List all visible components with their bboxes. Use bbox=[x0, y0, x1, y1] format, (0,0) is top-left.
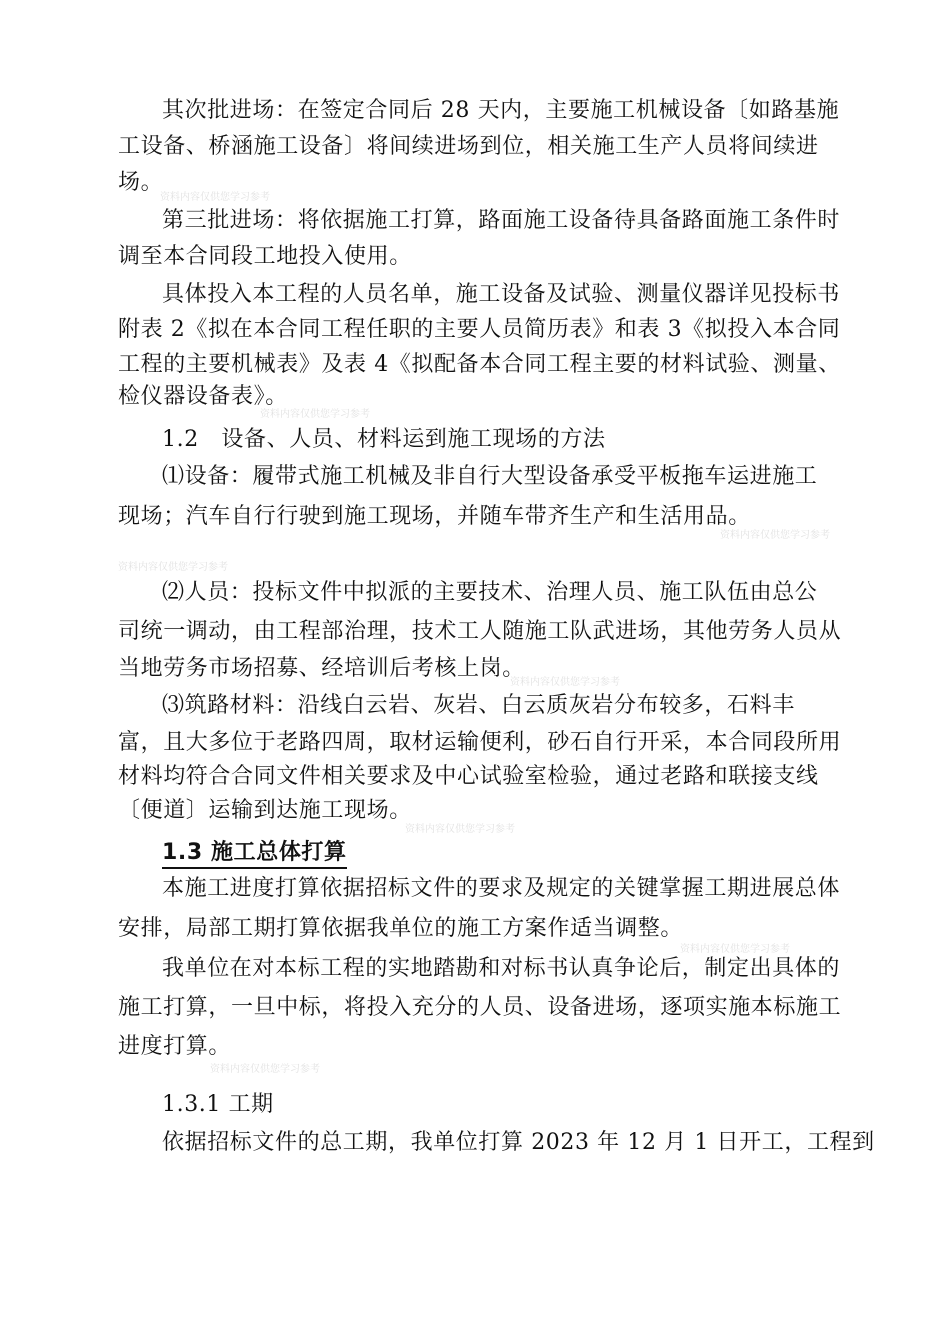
watermark: 资料内容仅供您学习参考 bbox=[118, 562, 228, 573]
paragraph-line: 第三批进场：将依据施工打算，路面施工设备待具备路面施工条件时 bbox=[162, 208, 841, 233]
paragraph-line: 具体投入本工程的人员名单，施工设备及试验、测量仪器详见投标书 bbox=[162, 282, 841, 307]
paragraph-line: ⑶筑路材料：沿线白云岩、灰岩、白云质灰岩分布较多，石料丰 bbox=[162, 693, 795, 718]
paragraph-line: 〔便道〕运输到达施工现场。 bbox=[118, 798, 412, 823]
paragraph-line: 工程的主要机械表》及表 4《拟配备本合同工程主要的材料试验、测量、 bbox=[118, 352, 841, 377]
watermark: 资料内容仅供您学习参考 bbox=[680, 944, 790, 955]
section-heading-1-3 bbox=[162, 838, 347, 868]
paragraph-line: 进度打算。 bbox=[118, 1034, 232, 1059]
paragraph-line: 施工打算，一旦中标，将投入充分的人员、设备进场，逐项实施本标施工 bbox=[118, 995, 842, 1020]
section-heading-1-3-1: 1.3.1 工期 bbox=[162, 1092, 274, 1117]
paragraph-line: ⑵人员：投标文件中拟派的主要技术、治理人员、施工队伍由总公 bbox=[162, 580, 818, 605]
section-heading-1-2: 1.2 设备、人员、材料运到施工现场的方法 bbox=[162, 427, 606, 452]
watermark: 资料内容仅供您学习参考 bbox=[210, 1064, 320, 1075]
paragraph-line: 检仪器设备表》。 bbox=[118, 384, 288, 409]
paragraph-line: 材料均符合合同文件相关要求及中心试验室检验，通过老路和联接支线 bbox=[118, 764, 819, 789]
watermark: 资料内容仅供您学习参考 bbox=[720, 530, 830, 541]
section-heading-text: 1.3 施工总体打算 bbox=[162, 840, 347, 869]
paragraph-line: 依据招标文件的总工期，我单位打算 2023 年 12 月 1 日开工，工程到 bbox=[162, 1130, 875, 1155]
watermark: 资料内容仅供您学习参考 bbox=[405, 824, 515, 835]
paragraph-line: 其次批进场：在签定合同后 28 天内，主要施工机械设备〔如路基施 bbox=[162, 98, 840, 123]
paragraph-line: 现场；汽车自行行驶到施工现场，并随车带齐生产和生活用品。 bbox=[118, 504, 751, 529]
watermark: 资料内容仅供您学习参考 bbox=[510, 677, 620, 688]
watermark: 资料内容仅供您学习参考 bbox=[160, 192, 270, 203]
paragraph-line: 场。 bbox=[118, 170, 164, 195]
paragraph-line: ⑴设备：履带式施工机械及非自行大型设备承受平板拖车运进施工 bbox=[162, 464, 818, 489]
paragraph-line: 附表 2《拟在本合同工程任职的主要人员简历表》和表 3《拟投入本合同 bbox=[118, 317, 841, 342]
paragraph-line: 安排，局部工期打算依据我单位的施工方案作适当调整。 bbox=[118, 916, 684, 941]
paragraph-line: 我单位在对本标工程的实地踏勘和对标书认真争论后，制定出具体的 bbox=[162, 956, 841, 981]
paragraph-line: 当地劳务市场招募、经培训后考核上岗。 bbox=[118, 656, 525, 681]
paragraph-line: 工设备、桥涵施工设备〕将间续进场到位，相关施工生产人员将间续进 bbox=[118, 134, 819, 159]
paragraph-line: 司统一调动，由工程部治理，技术工人随施工队武进场，其他劳务人员从 bbox=[118, 619, 842, 644]
watermark: 资料内容仅供您学习参考 bbox=[260, 409, 370, 420]
paragraph-line: 富，且大多位于老路四周，取材运输便利，砂石自行开采，本合同段所用 bbox=[118, 730, 842, 755]
paragraph-line: 调至本合同段工地投入使用。 bbox=[118, 244, 412, 269]
paragraph-line: 本施工进度打算依据招标文件的要求及规定的关键掌握工期进展总体 bbox=[162, 876, 841, 901]
